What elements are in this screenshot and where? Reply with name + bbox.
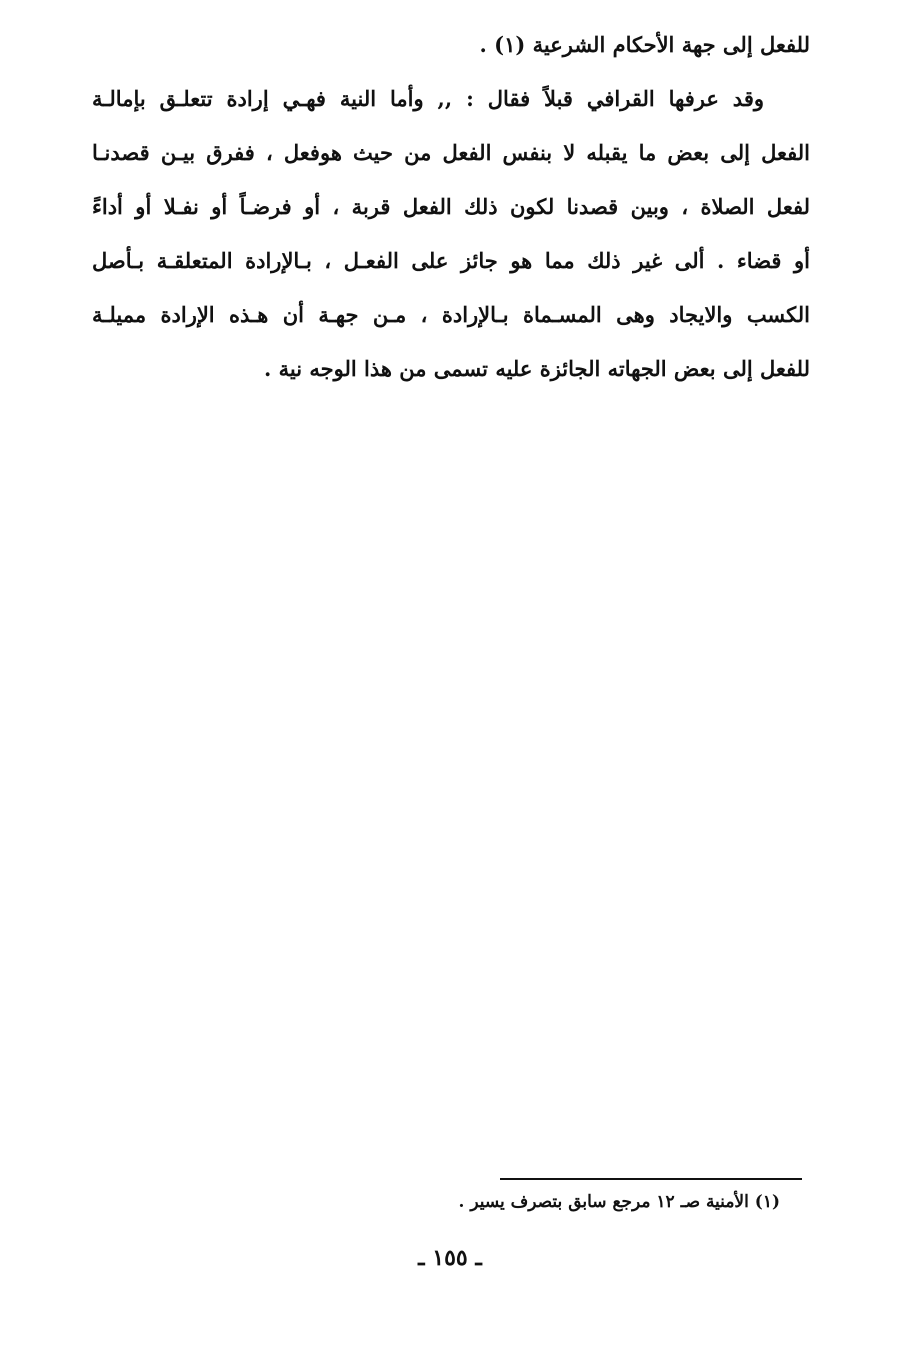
text-line-5: أو قضاء . ألى غير ذلك مما هو جائز على الفعـل ، بـالإرادة المتعلقـة بـأصل	[92, 248, 810, 273]
page-number: ـ ١٥٥ ـ	[418, 1245, 482, 1271]
text-line-2: وقد عرفها القرافي قبلاً فقال : ,, وأما النية فهـي إرادة تتعلـق بإمالـة	[92, 86, 764, 111]
footnote: (١) الأمنية صـ ١٢ مرجع سابق بتصرف يسير .	[458, 1192, 780, 1212]
text-line-7: للفعل إلى بعض الجهاته الجائزة عليه تسمى من هذا الوجه نية .	[264, 356, 810, 381]
text-line-4: لفعل الصلاة ، وبين قصدنا لكون ذلك الفعل قربة ، أو فرضـاً أو نفـلا أو أداءً	[92, 194, 810, 219]
text-line-6: الكسب والايجاد وهى المسـماة بـالإرادة ، مـن جهـة أن هـذه الإرادة مميلـة	[92, 302, 810, 327]
footnote-divider	[500, 1178, 802, 1180]
text-line-3: الفعل إلى بعض ما يقبله لا بنفس الفعل من حيث هوفعل ، ففرق بيـن قصدنـا	[92, 140, 810, 165]
text-line-1: للفعل إلى جهة الأحكام الشرعية (١) .	[479, 32, 810, 57]
main-text	[92, 18, 810, 396]
